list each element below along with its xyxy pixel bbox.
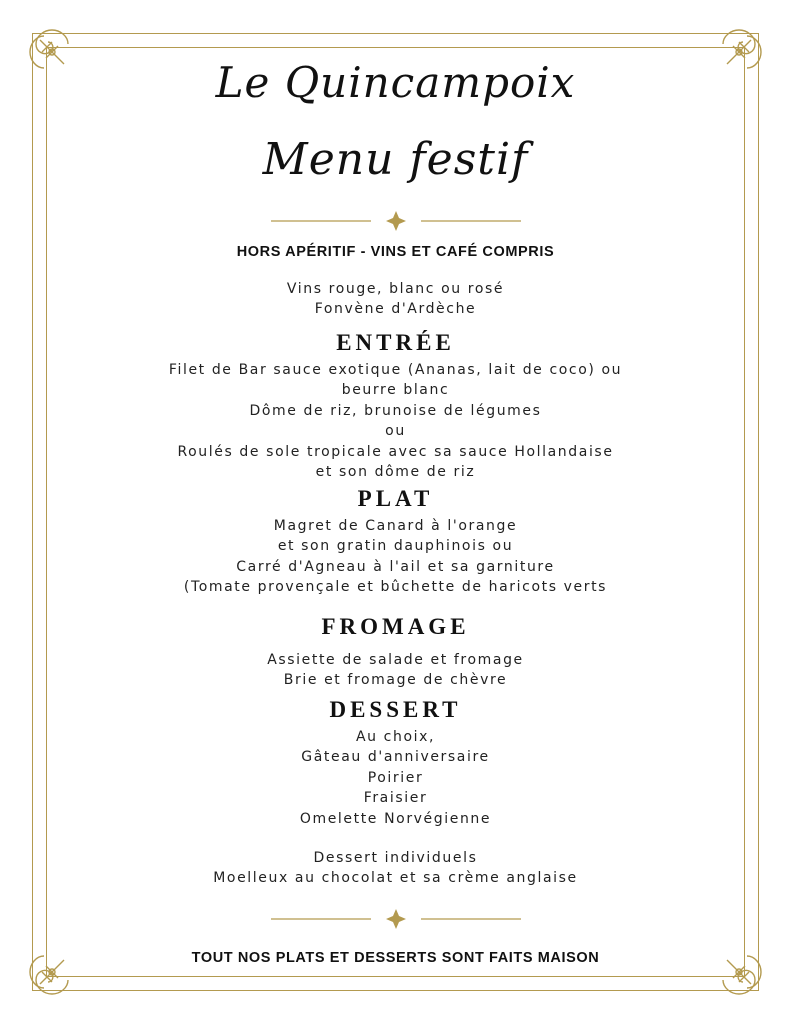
dessert-items [0, 727, 791, 829]
menu-line: Roulés de sole tropicale avec sa sauce Hollandaise [177, 443, 614, 460]
subtitle: HORS APÉRITIF - VINS ET CAFÉ COMPRIS [236, 244, 555, 260]
menu-line: Omelette Norvégienne [299, 810, 492, 827]
menu-line: Dessert individuels [313, 850, 478, 866]
wines-block [0, 279, 791, 320]
top-divider [0, 211, 791, 231]
wine-line: Fonvène d'Ardèche [314, 301, 477, 318]
menu-line: Assiette de salade et fromage [267, 652, 524, 668]
menu-line: Au choix, [355, 729, 436, 745]
menu-line: beurre blanc [341, 382, 450, 399]
menu-line: Gâteau d'anniversaire [301, 749, 490, 766]
bottom-divider [0, 909, 791, 929]
menu-line: Poirier [367, 769, 424, 786]
menu-line: Magret de Canard à l'orange [273, 518, 518, 534]
fromage-items [0, 650, 791, 691]
dessert-heading: DESSERT [329, 697, 462, 722]
menu-line: ou [385, 423, 406, 440]
menu-line: Fraisier [363, 790, 428, 807]
footer-note: TOUT NOS PLATS ET DESSERTS SONT FAITS MAISON [191, 950, 600, 966]
inner-frame-border [46, 47, 745, 977]
divider-star-icon [386, 909, 406, 929]
menu-line: Moelleux au chocolat et sa crème anglaise [213, 870, 578, 887]
menu-line: Carré d'Agneau à l'ail et sa garniture [236, 558, 555, 575]
menu-line: Brie et fromage de chèvre [283, 672, 508, 689]
plat-heading: PLAT [357, 486, 434, 511]
entree-heading: ENTRÉE [336, 330, 455, 355]
restaurant-name: Le Quincampoix [215, 58, 576, 107]
menu-line: Dôme de riz, brunoise de légumes [249, 402, 542, 419]
entree-items [0, 360, 791, 482]
fromage-heading: FROMAGE [321, 614, 470, 639]
menu-line: Filet de Bar sauce exotique (Ananas, lait de coco) ou [168, 362, 623, 378]
divider-star-icon [386, 211, 406, 231]
menu-line: et son gratin dauphinois ou [277, 538, 514, 555]
menu-line: (Tomate provençale et bûchette de haricots verts [183, 579, 608, 596]
menu-title: Menu festif [262, 134, 529, 185]
plat-items [0, 516, 791, 598]
menu-line: et son dôme de riz [315, 464, 476, 481]
dessert-extra-items [0, 848, 791, 889]
wine-line: Vins rouge, blanc ou rosé [286, 281, 505, 297]
